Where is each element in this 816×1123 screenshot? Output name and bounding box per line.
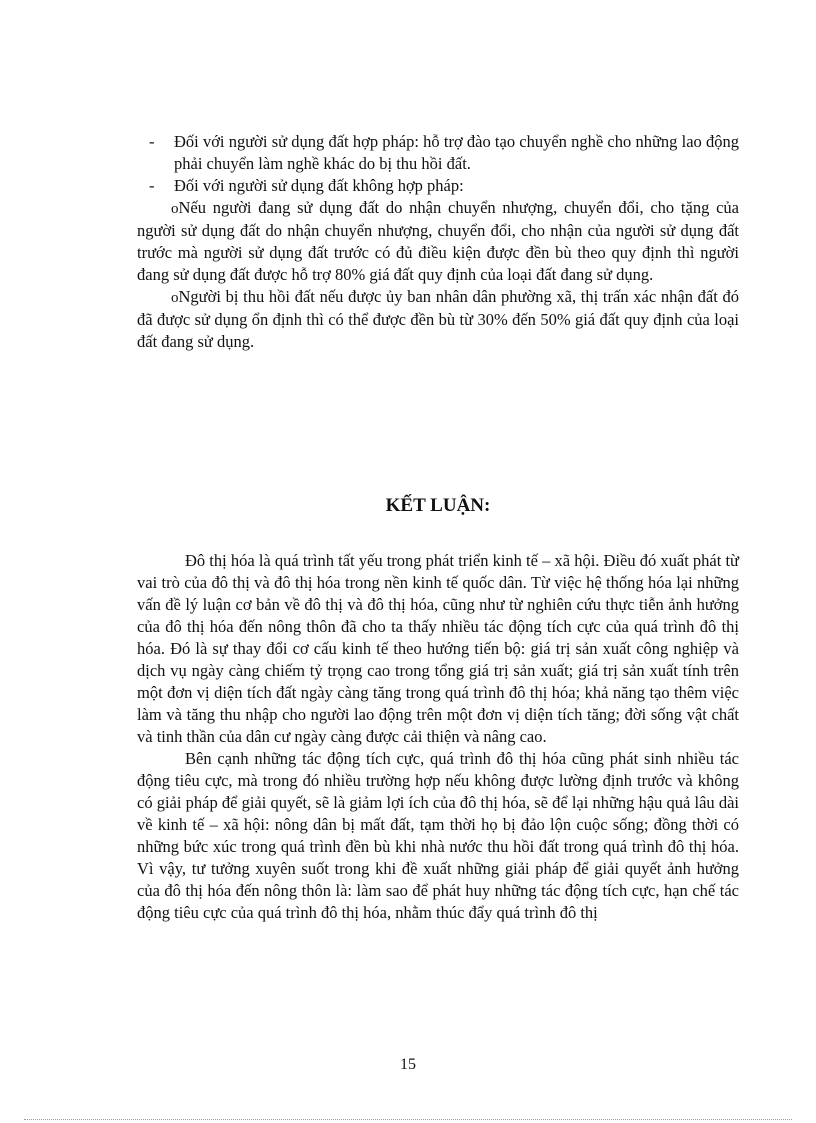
sub-item-stable-use-compensation (137, 286, 739, 353)
sub-item-text: Người bị thu hồi đất nếu được ủy ban nhân dân phường xã, thị trấn xác nhận đất đó đã được sử dụng ổn định thì có thể được đền bù từ 30% đến 50% giá đất quy định của loại đất đang sử dụng. (137, 287, 739, 351)
bullet-item-illegal-users (137, 175, 739, 197)
sub-item-marker: o (171, 290, 179, 306)
page-number: 15 (400, 1056, 416, 1073)
sub-item-marker: o (171, 201, 179, 217)
body-paragraph: Bên cạnh những tác động tích cực, quá trình đô thị hóa cũng phát sinh nhiều tác động tiêu cực, mà trong đó nhiều trường hợp nếu không được lường định trước và không có giải pháp để giải quyết, sẽ là giảm lợi ích của đô thị hóa, sẽ để lại những hậu quả lâu dài về kinh tế – xã hội: nông dân bị mất đất, tạm thời họ bị đảo lộn cuộc sống; đồng thời có những bức xúc trong quá trình đền bù khi nhà nước thu hồi đất trong quá trình đô thị hóa. Vì vậy, tư tưởng xuyên suốt trong khi đề xuất những giải pháp để giải quyết ảnh hưởng của đô thị hóa đến nông thôn là: làm sao để phát huy những tác động tích cực, hạn chế tác động tiêu cực của quá trình đô thị hóa, nhằm thúc đẩy quá trình đô thị (137, 749, 739, 922)
sub-item-text: Nếu người đang sử dụng đất do nhận chuyển nhượng, chuyển đổi, cho tặng của người sử dụng đất do nhận chuyển nhượng, chuyển đổi, cho nhận của người sử dụng đất trước mà người sử dụng đất trước có đủ điều kiện được đền bù theo quy định thì người đang sử dụng đất được hỗ trợ 80% giá đất quy định của loại đất đang sử dụng. (137, 198, 739, 284)
page-bottom-divider (24, 1119, 792, 1120)
bullet-text: Đối với người sử dụng đất hợp pháp: hỗ trợ đào tạo chuyển nghề cho những lao động phải chuyển làm nghề khác do bị thu hồi đất. (174, 132, 739, 173)
bullet-marker: - (149, 132, 155, 151)
section-heading: KẾT LUẬN: (385, 495, 491, 516)
bullet-marker: - (149, 176, 155, 195)
bullet-text: Đối với người sử dụng đất không hợp pháp: (174, 176, 464, 195)
conclusion-body (137, 550, 739, 924)
body-paragraph: Đô thị hóa là quá trình tất yếu trong phát triển kinh tế – xã hội. Điều đó xuất phát từ vai trò của đô thị và đô thị hóa trong nền kinh tế quốc dân. Từ việc hệ thống hóa lại những vấn đề lý luận cơ bản về đô thị và đô thị hóa, cũng như từ nghiên cứu thực tiễn ảnh hưởng của đô thị hóa đến nông thôn đã cho ta thấy nhiều tác động tích cực của quá trình đô thị hóa. Đó là sự thay đổi cơ cấu kinh tế theo hướng tiến bộ: giá trị sản xuất công nghiệp và dịch vụ ngày càng chiếm tỷ trọng cao trong tổng giá trị sản xuất; giá trị sản xuất tính trên một đơn vị diện tích đất ngày càng tăng trong quá trình đô thị hóa; khả năng tạo thêm việc làm và tăng thu nhập cho người lao động trên một đơn vị diện tích tăng; đời sống vật chất và tinh thần của dân cư ngày càng được cải thiện và nâng cao. (137, 551, 739, 746)
bullet-item-legal-users (137, 131, 739, 175)
support-list (137, 131, 739, 353)
sub-item-transfer-support (137, 197, 739, 286)
